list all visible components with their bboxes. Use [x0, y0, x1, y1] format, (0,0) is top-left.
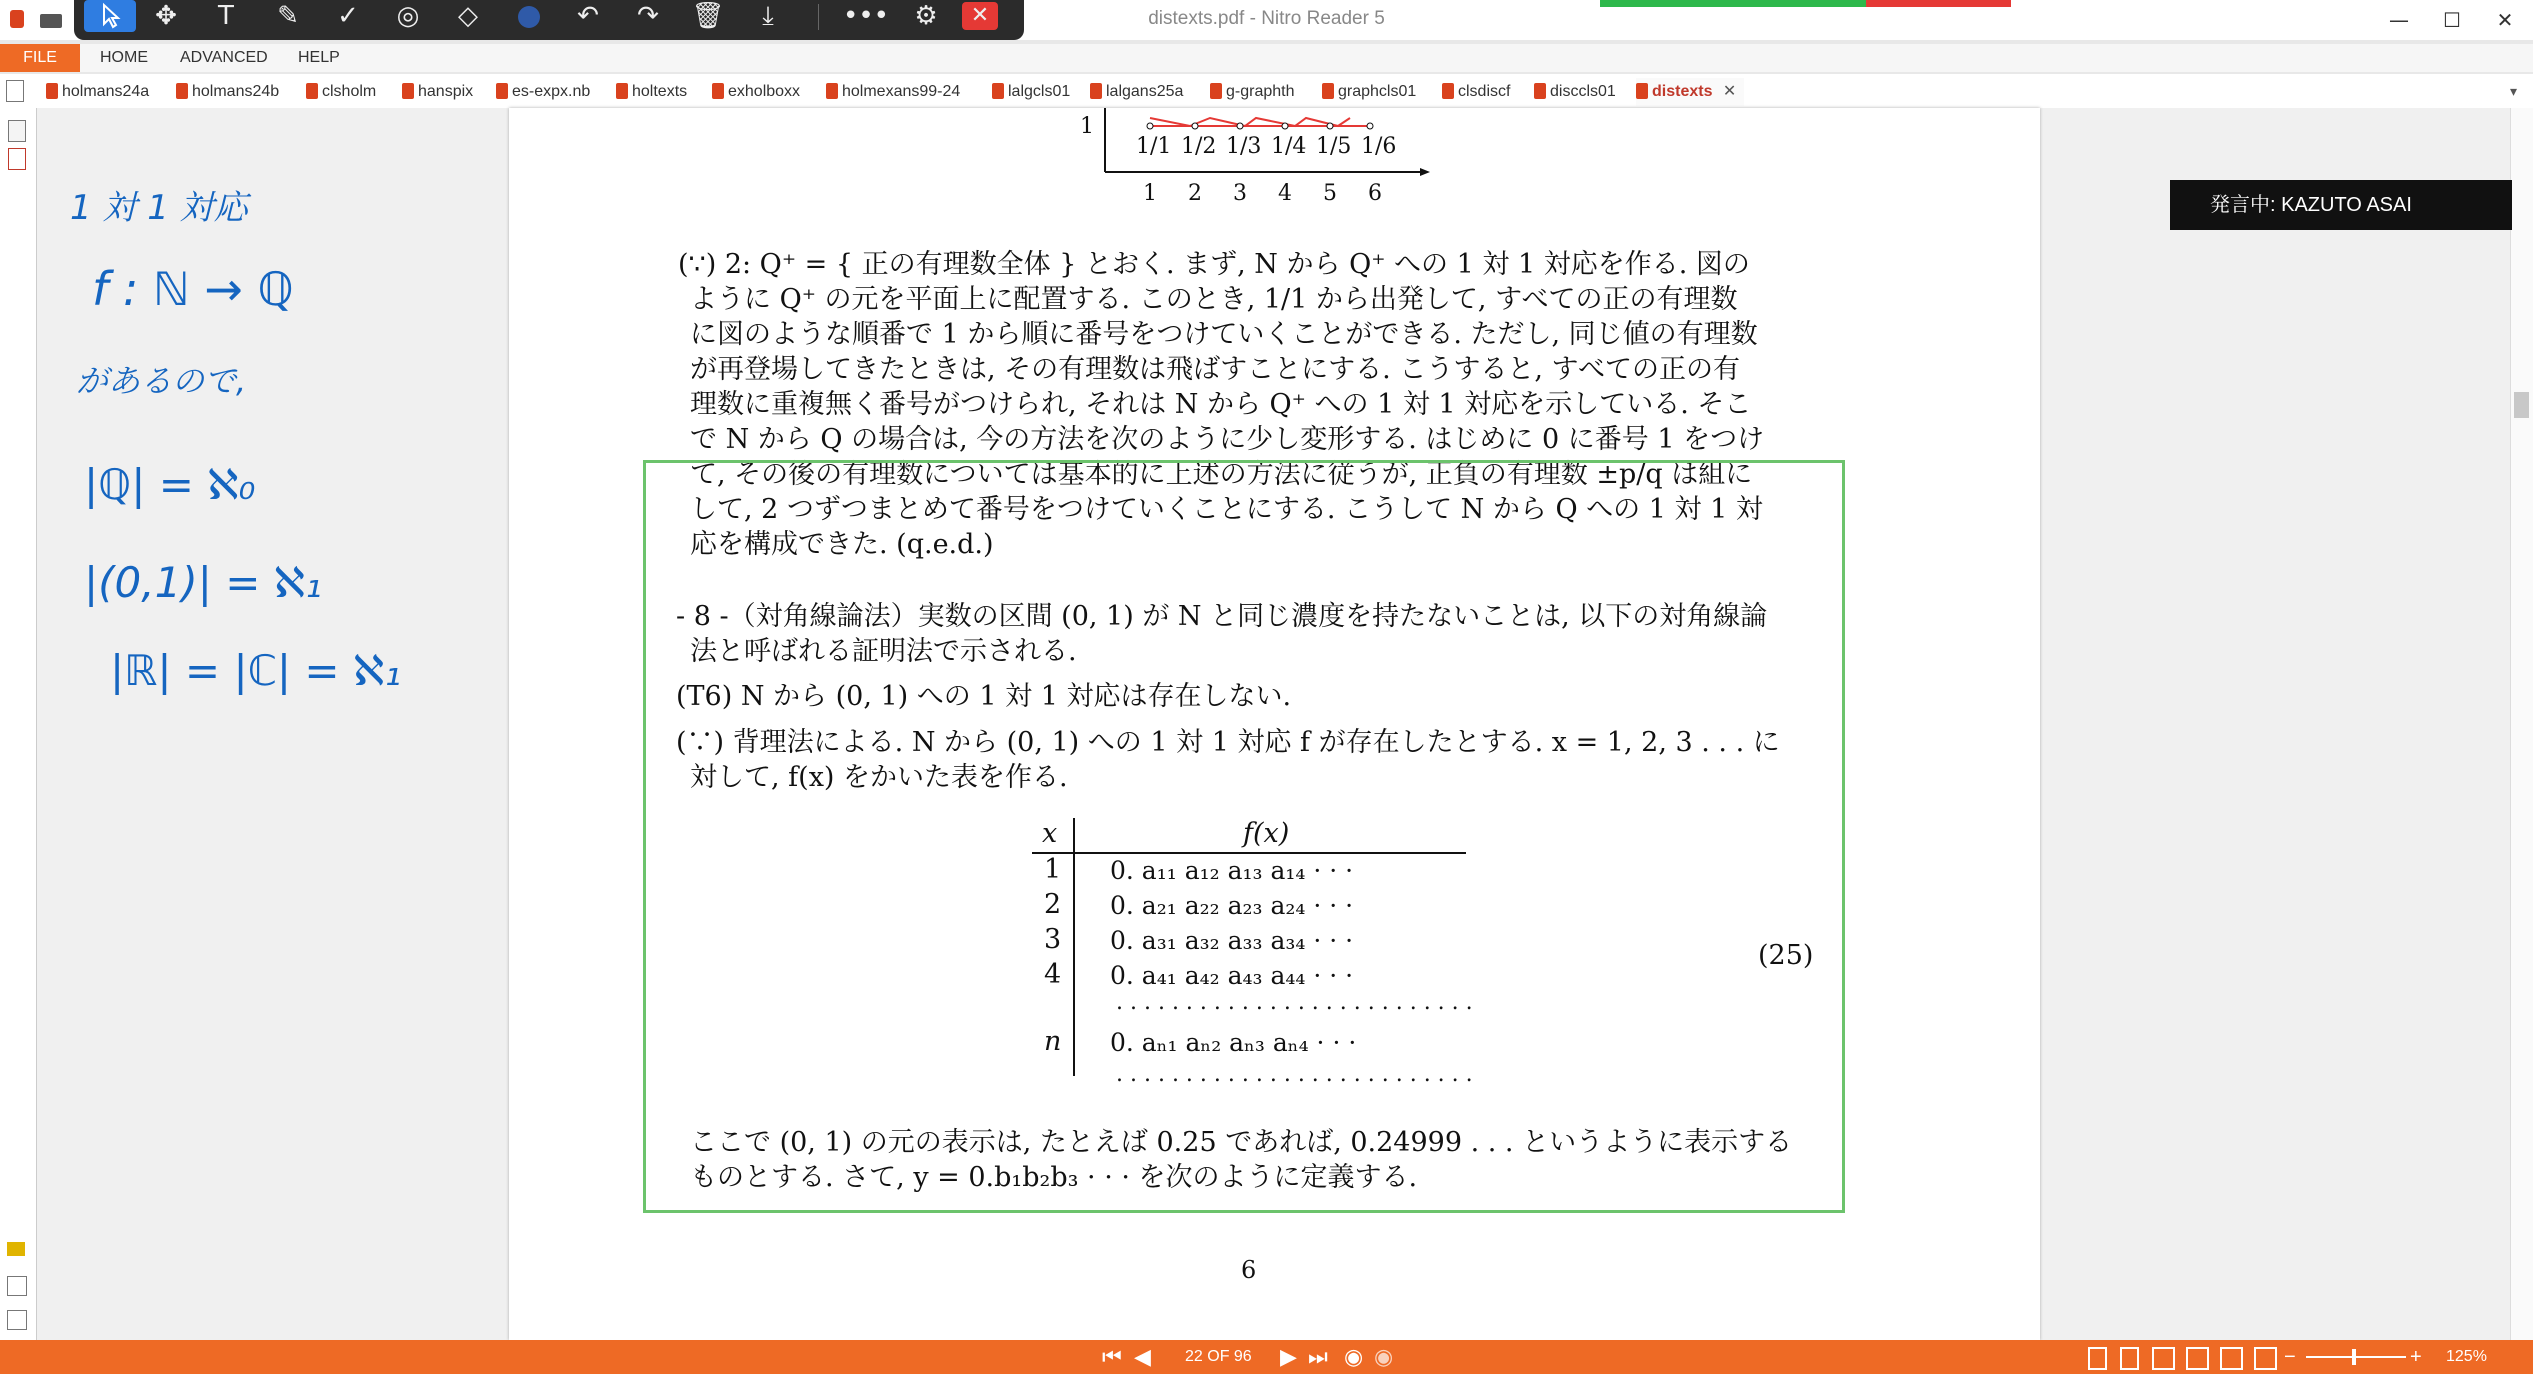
- continuous-icon[interactable]: [2120, 1347, 2139, 1370]
- menu-bar: [0, 44, 2533, 72]
- undo-icon[interactable]: ↶: [577, 1, 599, 31]
- handwriting-line-2: f : ℕ → ℚ: [92, 262, 294, 316]
- fig-x-tick: 4: [1278, 181, 1292, 206]
- tab-holmans24a[interactable]: holmans24a: [46, 78, 149, 106]
- zoom-in-button[interactable]: +: [2410, 1346, 2422, 1368]
- menu-advanced[interactable]: ADVANCED: [180, 49, 268, 66]
- table-row-x: 2: [1044, 889, 1062, 920]
- table-row-value: 0. a₁₁ a₁₂ a₁₃ a₁₄ · · ·: [1110, 856, 1354, 885]
- last-page-icon[interactable]: ⏭: [1308, 1344, 1328, 1369]
- toolbar-close-icon[interactable]: ✕: [962, 2, 998, 30]
- zoom-level[interactable]: 125%: [2446, 1348, 2487, 1365]
- section-8-line: 法と呼ばれる証明法で示される.: [690, 636, 1077, 667]
- tab-holmexans99-24[interactable]: holmexans99-24: [826, 78, 960, 106]
- fig-x-tick: 6: [1368, 181, 1382, 206]
- tab-holmans24b[interactable]: holmans24b: [176, 78, 279, 106]
- stamp-icon[interactable]: ◎: [396, 1, 420, 31]
- fig-frac: 1/1: [1136, 134, 1172, 159]
- trash-icon[interactable]: 🗑: [691, 1, 725, 31]
- handwriting-line-5: |(0,1)| = ℵ₁: [84, 558, 322, 607]
- tab-exholboxx[interactable]: exholboxx: [712, 78, 800, 106]
- fig-frac: 1/6: [1361, 134, 1397, 159]
- fig-frac: 1/4: [1271, 134, 1307, 159]
- fit-page-icon[interactable]: [2254, 1347, 2277, 1370]
- fig-x-tick: 1: [1143, 181, 1157, 206]
- next-page-icon[interactable]: ▶: [1280, 1344, 1297, 1369]
- facing-continuous-icon[interactable]: [2186, 1347, 2209, 1370]
- more-icon[interactable]: •••: [842, 1, 889, 31]
- user-settings-icon[interactable]: ⚙: [914, 1, 938, 31]
- fig-x-tick: 5: [1323, 181, 1337, 206]
- proof-2-line: て, その後の有理数については基本的に上述の方法に従うが, 正負の有理数 ±p/q は組に: [690, 459, 1753, 490]
- proof-2-line: 理数に重複無く番号がつけられ, それは N から Q⁺ への 1 対 1 対応を示している. そこ: [690, 389, 1752, 420]
- section-8-line: - 8 -（対角線論法）実数の区間 (0, 1) が N と同じ濃度を持たないことは, 以下の対角線論: [676, 601, 1768, 632]
- proof-2-line: ように Q⁺ の元を平面上に配置する. このとき, 1/1 から出発して, すべての正の有理数: [690, 284, 1738, 315]
- pen-icon[interactable]: ✎: [277, 1, 299, 31]
- table-row-value: 0. a₄₁ a₄₂ a₄₃ a₄₄ · · ·: [1110, 961, 1354, 990]
- select-arrow-icon[interactable]: [84, 0, 136, 32]
- zoom-slider[interactable]: [2306, 1356, 2406, 1358]
- eraser-icon[interactable]: ◇: [458, 1, 478, 31]
- table-row-x: 4: [1044, 959, 1062, 990]
- bookmarks-icon[interactable]: [8, 148, 26, 170]
- tab-hanspix[interactable]: hanspix: [402, 78, 473, 106]
- single-page-icon[interactable]: [2088, 1347, 2107, 1370]
- proof-2-line: で N から Q の場合は, 今の方法を次のように少し変形する. はじめに 0 に番号 1 をつけ: [690, 424, 1765, 455]
- handwriting-line-6: |ℝ| = |ℂ| = ℵ₁: [110, 646, 402, 695]
- side-rail: [0, 108, 37, 1340]
- proof-2-line: が再登場してきたときは, その有理数は飛ばすことにする. こうすると, すべての正の有: [690, 354, 1740, 385]
- forward-view-icon[interactable]: ◉: [1374, 1344, 1394, 1369]
- equation-number: (25): [1758, 940, 1814, 971]
- meeting-bar-red: [1866, 0, 2011, 7]
- fig-frac: 1/3: [1226, 134, 1262, 159]
- fig-axis-1: 1: [1080, 114, 1094, 139]
- menu-file[interactable]: FILE: [0, 44, 80, 72]
- table-row-ellipsis: . . . . . . . . . . . . . . . . . . . . . . . . . .: [1116, 990, 1473, 1015]
- pages-panel-icon[interactable]: [8, 120, 26, 142]
- redo-icon[interactable]: ↷: [637, 1, 659, 31]
- toolbar-divider: [818, 4, 819, 30]
- right-canvas: [2040, 108, 2510, 1340]
- download-icon[interactable]: ⤓: [762, 1, 774, 31]
- zoom-slider-thumb[interactable]: [2352, 1349, 2356, 1365]
- table-row-value: 0. aₙ₁ aₙ₂ aₙ₃ aₙ₄ · · ·: [1110, 1028, 1357, 1057]
- fig-x-tick: 3: [1233, 181, 1247, 206]
- fit-width-icon[interactable]: [2220, 1347, 2243, 1370]
- attachments-icon[interactable]: [7, 1276, 27, 1296]
- page-view-icon[interactable]: [6, 80, 24, 102]
- handwriting-line-4: |ℚ| = ℵ₀: [84, 460, 256, 509]
- table-row-x: 3: [1044, 924, 1062, 955]
- facing-icon[interactable]: [2152, 1347, 2175, 1370]
- tab-clsdiscf[interactable]: clsdiscf: [1442, 78, 1510, 106]
- table-header-rule: [1032, 852, 1466, 854]
- color-picker-icon[interactable]: [518, 6, 540, 28]
- proof-2-line: 応を構成できた. (q.e.d.): [690, 529, 994, 560]
- close-icon[interactable]: ✕: [2496, 8, 2514, 32]
- proof-line: (∵) 背理法による. N から (0, 1) への 1 対 1 対応 f が存在したとする. x = 1, 2, 3 . . . に: [676, 727, 1780, 758]
- minimize-icon[interactable]: —: [2389, 8, 2409, 32]
- fig-x-tick: 2: [1188, 181, 1202, 206]
- menu-home[interactable]: HOME: [100, 49, 148, 66]
- window-title: distexts.pdf - Nitro Reader 5: [1148, 8, 1385, 29]
- menu-help[interactable]: HELP: [298, 49, 340, 66]
- zoom-out-button[interactable]: −: [2284, 1346, 2296, 1368]
- vertical-scrollbar[interactable]: [2510, 108, 2533, 1340]
- tab-clsholm[interactable]: clsholm: [306, 78, 376, 106]
- fig-frac: 1/2: [1181, 134, 1217, 159]
- nitro-logo-icon: [10, 10, 24, 28]
- table-header-x: x: [1042, 818, 1058, 849]
- tab-close-icon[interactable]: ✕: [1722, 83, 1737, 100]
- para-line: ものとする. さて, y = 0.b₁b₂b₃ · · · を次のように定義する.: [690, 1162, 1418, 1193]
- tab-lalgcls01[interactable]: lalgcls01: [992, 78, 1070, 106]
- prev-page-icon[interactable]: ◀: [1134, 1344, 1151, 1369]
- tab-g-graphth[interactable]: g-graphth: [1210, 78, 1295, 106]
- layers-icon[interactable]: [7, 1310, 27, 1330]
- open-folder-icon[interactable]: [40, 14, 62, 28]
- tab-list-chevron-icon[interactable]: ▾: [2510, 84, 2518, 100]
- proof-line: 対して, f(x) をかいた表を作る.: [690, 762, 1068, 793]
- move-icon[interactable]: ✥: [155, 1, 177, 31]
- table-header-fx: f(x): [1243, 818, 1290, 849]
- tab-es-expx[interactable]: es-expx.nb: [496, 78, 590, 106]
- speaking-indicator: 発言中: KAZUTO ASAI: [2170, 180, 2512, 230]
- table-row-value: 0. a₃₁ a₃₂ a₃₃ a₃₄ · · ·: [1110, 926, 1354, 955]
- text-tool-icon[interactable]: T: [218, 1, 234, 31]
- scrollbar-thumb[interactable]: [2514, 392, 2529, 418]
- handwriting-line-1: 1 対 1 対応: [70, 188, 248, 228]
- tab-graphcls01[interactable]: graphcls01: [1322, 78, 1416, 106]
- tab-holtexts[interactable]: holtexts: [616, 78, 687, 106]
- table-row-x: 1: [1044, 854, 1062, 885]
- proof-2-line: に図のような順番で 1 から順に番号をつけていくことができる. ただし, 同じ値の有理数: [690, 319, 1758, 350]
- tab-distexts[interactable]: distexts ✕: [1636, 78, 1744, 106]
- table-row-x: n: [1044, 1026, 1062, 1057]
- check-icon[interactable]: ✓: [337, 1, 359, 31]
- para-line: ここで (0, 1) の元の表示は, たとえば 0.25 であれば, 0.24999 . . . というように表示する: [690, 1127, 1793, 1158]
- tab-disccls01[interactable]: disccls01: [1534, 78, 1616, 106]
- theorem-t6: (T6) N から (0, 1) への 1 対 1 対応は存在しない.: [676, 681, 1292, 712]
- proof-2-line: して, 2 つずつまとめて番号をつけていくことにする. こうして N から Q への 1 対 1 対: [690, 494, 1763, 525]
- table-vertical-rule: [1073, 818, 1075, 1076]
- page-number: 6: [1241, 1256, 1257, 1284]
- tab-lalgans25a[interactable]: lalgans25a: [1090, 78, 1183, 106]
- maximize-icon[interactable]: ☐: [2443, 8, 2461, 32]
- table-row-ellipsis: . . . . . . . . . . . . . . . . . . . . . . . . . .: [1116, 1062, 1473, 1087]
- meeting-bar-green: [1600, 0, 1870, 7]
- handwriting-line-3: があるので,: [76, 362, 247, 400]
- comments-icon[interactable]: [7, 1242, 25, 1256]
- page-indicator[interactable]: 22 OF 96: [1185, 1348, 1252, 1365]
- back-view-icon[interactable]: ◉: [1344, 1344, 1364, 1369]
- first-page-icon[interactable]: ⏮: [1102, 1344, 1122, 1369]
- table-row-value: 0. a₂₁ a₂₂ a₂₃ a₂₄ · · ·: [1110, 891, 1354, 920]
- fig-frac: 1/5: [1316, 134, 1352, 159]
- proof-2-line: (∵) 2: Q⁺ = { 正の有理数全体 } とおく. まず, N から Q⁺ への 1 対 1 対応を作る. 図の: [678, 249, 1750, 280]
